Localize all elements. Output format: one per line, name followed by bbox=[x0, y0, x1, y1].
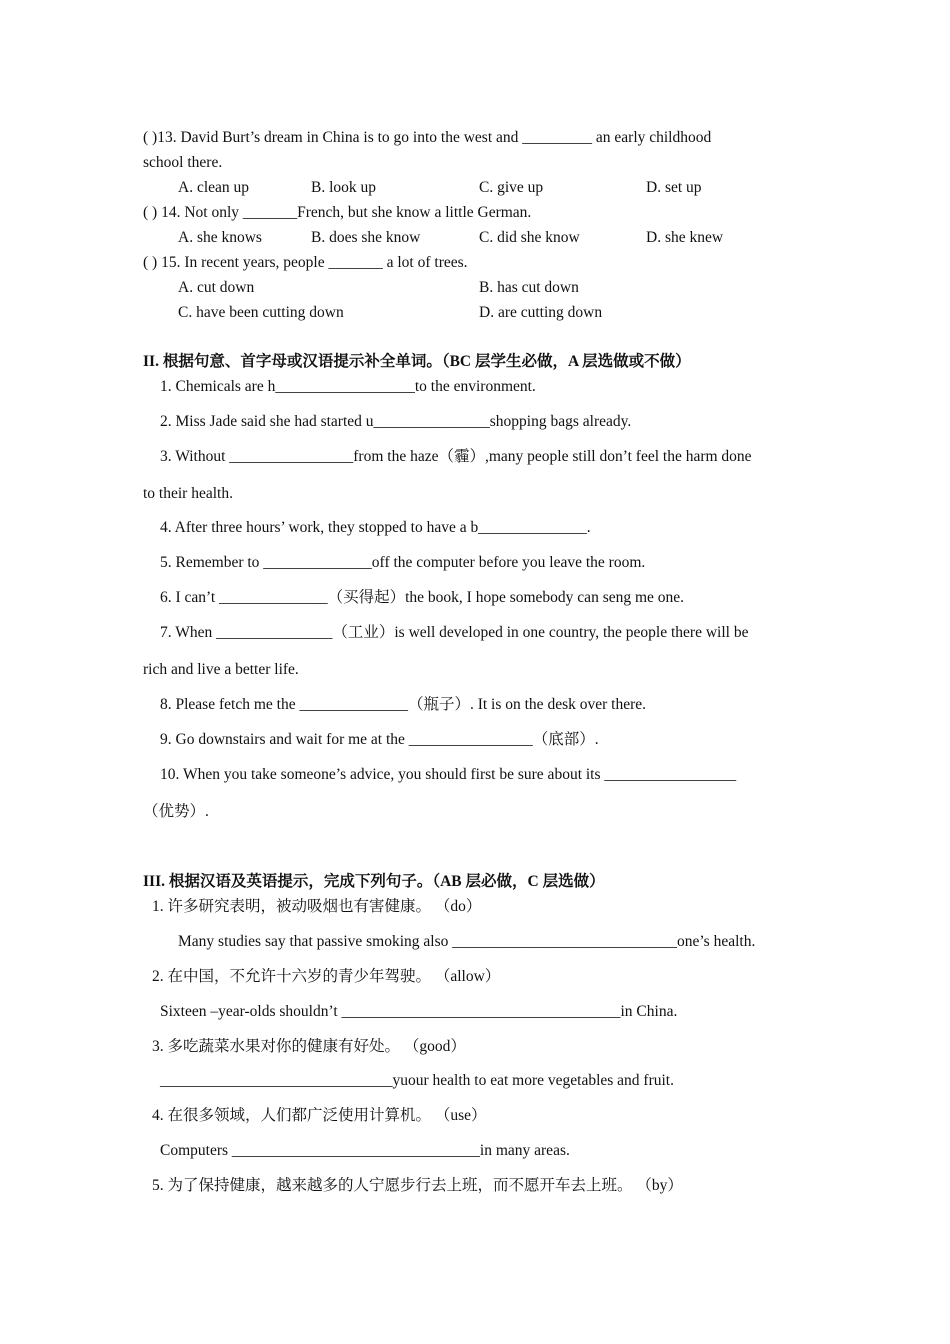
q13-option-a: A. clean up bbox=[178, 179, 250, 196]
q14-stem: ( ) 14. Not only _______French, but she know a little German. bbox=[143, 204, 532, 221]
s2-item-9: 9. Go downstairs and wait for me at the ________________（底部）. bbox=[160, 731, 599, 748]
q15-option-d: D. are cutting down bbox=[479, 304, 603, 321]
s2-item-7: 7. When _______________（工业）is well developed in one country, the people there will be bbox=[160, 624, 749, 641]
q14-option-b: B. does she know bbox=[311, 229, 421, 246]
s2-item-10: 10. When you take someone’s advice, you should first be sure about its _________________ bbox=[160, 766, 737, 783]
s2-item-3: 3. Without ________________from the haze（霾）,many people still don’t feel the harm done bbox=[160, 448, 752, 465]
q13-option-c: C. give up bbox=[479, 179, 544, 196]
s2-item-2: 2. Miss Jade said she had started u_______________shopping bags already. bbox=[160, 413, 632, 430]
q13-option-b: B. look up bbox=[311, 179, 377, 196]
s3-item-1-en: Many studies say that passive smoking also _____________________________one’s health. bbox=[178, 933, 756, 950]
q15-option-a: A. cut down bbox=[178, 279, 255, 296]
q14-option-d: D. she knew bbox=[646, 229, 724, 246]
s2-item-7-cont: rich and live a better life. bbox=[143, 661, 299, 678]
q13-stem-line1: ( )13. David Burt’s dream in China is to go into the west and _________ an early childhood bbox=[143, 129, 712, 146]
q15-option-b: B. has cut down bbox=[479, 279, 579, 296]
q14-option-c: C. did she know bbox=[479, 229, 580, 246]
q15-stem: ( ) 15. In recent years, people _______ a lot of trees. bbox=[143, 254, 468, 271]
s3-item-2-en: Sixteen –year-olds shouldn’t ____________________________________in China. bbox=[160, 1003, 678, 1020]
q13-option-d: D. set up bbox=[646, 179, 702, 196]
section3-heading: III. 根据汉语及英语提示，完成下列句子。（AB 层必做，C 层选做） bbox=[143, 873, 605, 890]
s2-item-10-cont: （优势）. bbox=[143, 803, 209, 820]
s2-item-1: 1. Chemicals are h__________________to the environment. bbox=[160, 378, 536, 395]
s3-item-5-cn: 5. 为了保持健康，越来越多的人宁愿步行去上班，而不愿开车去上班。 （by） bbox=[152, 1177, 683, 1194]
q15-option-c: C. have been cutting down bbox=[178, 304, 344, 321]
s2-item-5: 5. Remember to ______________off the computer before you leave the room. bbox=[160, 554, 646, 571]
s3-item-4-cn: 4. 在很多领域，人们都广泛使用计算机。 （use） bbox=[152, 1107, 487, 1124]
s2-item-6: 6. I can’t ______________（买得起）the book, I hope somebody can seng me one. bbox=[160, 589, 685, 606]
s2-item-4: 4. After three hours’ work, they stopped to have a b______________. bbox=[160, 519, 591, 536]
s3-item-2-cn: 2. 在中国，不允许十六岁的青少年驾驶。 （allow） bbox=[152, 968, 501, 985]
s2-item-8: 8. Please fetch me the ______________（瓶子）. It is on the desk over there. bbox=[160, 696, 646, 713]
q14-option-a: A. she knows bbox=[178, 229, 262, 246]
s3-item-3-en: ______________________________yuour health to eat more vegetables and fruit. bbox=[160, 1072, 674, 1089]
s2-item-3-cont: to their health. bbox=[143, 485, 233, 502]
s3-item-1-cn: 1. 许多研究表明，被动吸烟也有害健康。 （do） bbox=[152, 898, 482, 915]
q13-stem-line2: school there. bbox=[143, 154, 223, 171]
section2-heading: II. 根据句意、首字母或汉语提示补全单词。（BC 层学生必做，A 层选做或不做） bbox=[143, 353, 691, 370]
s3-item-4-en: Computers ________________________________in many areas. bbox=[160, 1142, 570, 1159]
s3-item-3-cn: 3. 多吃蔬菜水果对你的健康有好处。 （good） bbox=[152, 1038, 466, 1055]
